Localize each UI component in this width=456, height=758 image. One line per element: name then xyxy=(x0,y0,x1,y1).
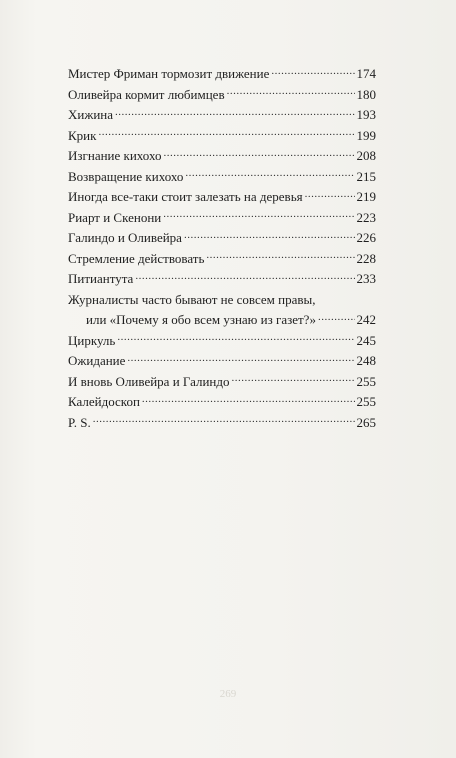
dot-leader xyxy=(115,107,354,119)
toc-entry-continuation xyxy=(68,310,376,331)
toc-entry-page: 255 xyxy=(356,373,376,389)
toc-entry xyxy=(68,126,376,147)
dot-leader xyxy=(318,312,355,324)
toc-entry-page: 219 xyxy=(356,189,376,204)
table-of-contents xyxy=(68,64,376,433)
dot-leader xyxy=(163,148,354,160)
toc-entry-title: Циркуль xyxy=(68,332,116,348)
dot-leader xyxy=(163,210,354,222)
toc-entry-page: 199 xyxy=(356,127,376,143)
toc-entry-page: 248 xyxy=(356,353,376,368)
toc-entry xyxy=(68,372,376,393)
dot-leader xyxy=(142,394,355,406)
toc-entry-page: 242 xyxy=(356,312,376,327)
toc-entry-title: Стремление действовать xyxy=(68,250,205,266)
toc-entry-title: Ожидание xyxy=(68,353,126,368)
toc-entry-page: 180 xyxy=(356,86,376,102)
toc-entry-title: Изгнание кихохо xyxy=(68,148,162,163)
toc-entry-title: Оливейра кормит любимцев xyxy=(68,86,225,102)
toc-entry-title: Риарт и Скенони xyxy=(68,209,162,225)
toc-entry xyxy=(68,105,376,126)
dot-leader xyxy=(185,169,354,181)
toc-entry-page: 215 xyxy=(356,168,376,184)
toc-entry xyxy=(68,167,376,188)
toc-entry-first-line xyxy=(68,290,376,311)
toc-entry-page: 255 xyxy=(356,394,376,409)
dot-leader xyxy=(227,87,355,99)
toc-entry-page: 233 xyxy=(356,271,376,286)
toc-entry xyxy=(68,392,376,413)
dot-leader xyxy=(98,128,354,140)
toc-entry xyxy=(68,331,376,352)
toc-entry xyxy=(68,187,376,208)
toc-entry xyxy=(68,85,376,106)
toc-entry-title: Крик xyxy=(68,127,97,143)
toc-entry-title: Галиндо и Оливейра xyxy=(68,230,182,245)
page-number: 269 xyxy=(219,688,237,700)
toc-entry-page: 193 xyxy=(356,107,376,122)
toc-entry-page: 226 xyxy=(356,230,376,245)
toc-entry-title: Питиантута xyxy=(68,271,134,286)
toc-entry-title: Иногда все-таки стоит залезать на деревья xyxy=(68,189,303,204)
toc-entry-page: 245 xyxy=(356,332,376,348)
dot-leader xyxy=(271,66,354,78)
toc-entry-title: Хижина xyxy=(68,107,114,122)
toc-entry-title: Мистер Фриман тормозит движение xyxy=(68,66,270,81)
toc-entry xyxy=(68,228,376,249)
dot-leader xyxy=(127,353,354,365)
toc-entry-page: 265 xyxy=(356,414,376,430)
toc-entry xyxy=(68,146,376,167)
toc-entry-page: 223 xyxy=(356,209,376,225)
dot-leader xyxy=(117,333,354,345)
toc-entry-title: Журналисты часто бывают не совсем правы, xyxy=(68,291,316,307)
toc-entry-title: Возвращение кихохо xyxy=(68,168,184,184)
dot-leader xyxy=(232,374,355,386)
toc-entry xyxy=(68,413,376,434)
dot-leader xyxy=(135,271,354,283)
dot-leader xyxy=(206,251,354,263)
toc-entry xyxy=(68,208,376,229)
toc-entry-title-continuation: или «Почему я обо всем узнаю из газет?» xyxy=(86,312,316,327)
toc-entry-page: 208 xyxy=(356,148,376,163)
toc-entry-title: P. S. xyxy=(68,414,91,430)
toc-entry-title: Калейдоскоп xyxy=(68,394,140,409)
toc-entry xyxy=(68,351,376,372)
toc-entry-page: 174 xyxy=(356,66,376,81)
toc-entry-title: И вновь Оливейра и Галиндо xyxy=(68,373,230,389)
toc-entry xyxy=(68,249,376,270)
toc-entry xyxy=(68,269,376,290)
toc-entry-page: 228 xyxy=(356,250,376,266)
dot-leader xyxy=(184,230,355,242)
dot-leader xyxy=(93,415,355,427)
toc-entry xyxy=(68,64,376,85)
dot-leader xyxy=(305,189,355,201)
